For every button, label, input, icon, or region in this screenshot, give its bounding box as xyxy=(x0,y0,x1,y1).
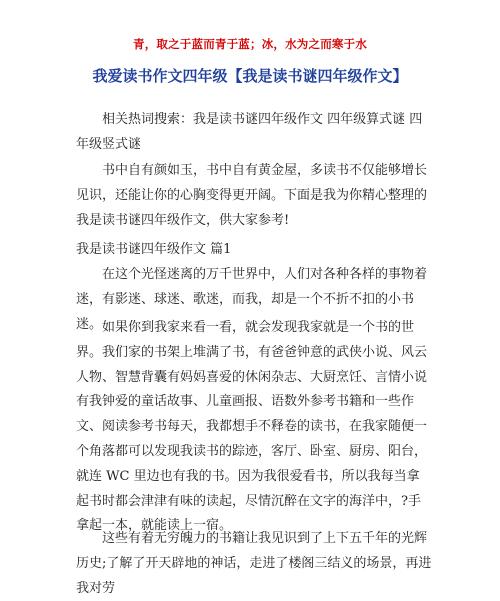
header-motto: 青，取之于蓝而青于蓝；冰，水为之而寒于水 xyxy=(133,37,367,51)
document-title: 我爱读书作文四年级【我是读书谜四年级作文】 xyxy=(92,67,408,85)
paragraph-1: 在这个光怪迷离的万千世界中，人们对各种各样的事物着迷，有影迷、球迷、歌迷，而我，却是一个不折不扣的小书迷。 xyxy=(76,267,428,332)
section-heading: 我是读书谜四年级作文 篇1 xyxy=(76,242,232,257)
intro-paragraph: 书中自有颜如玉，书中自有黄金屋，多读书不仅能够增长见识，还能让你的心胸变得更开阔。下面是我为你精心整理的我是读书谜四年级作文，供大家参考! xyxy=(76,163,428,228)
paragraph-3: 这些有着无穷魄力的书籍让我见识到了上下五千年的光辉历史;了解了开天辟地的神话，走进了楼阁三结义的场景，再进我对劳 xyxy=(76,531,432,596)
paragraph-2: 如果你到我家来看一看，就会发现我家就是一个书的世界。我们家的书架上堆满了书，有爸爸钟意的武侠小说、风云人物、智慧背囊有妈妈喜爱的休闲杂志、大厨烹饪、言情小说有我钟爱的童话故事、儿童画报、语数外参考书籍和一些作文、阅读参考书每天，我都想手不释卷的读书，在我家随便一个角落都可以发现我读书的踪迹，客厅、卧室、厨房、阳台，就连 WC 里边也有我的书。因为我很爱看书，所以我每当拿起书时都会津津有味的读起，尽情沉醉在文字的海洋中，?手拿起一本，就能读上一宿。 xyxy=(76,320,428,534)
keywords-line: 相关热词搜索：我是读书谜四年级作文 四年级算式谜 四年级竖式谜 xyxy=(76,112,423,152)
